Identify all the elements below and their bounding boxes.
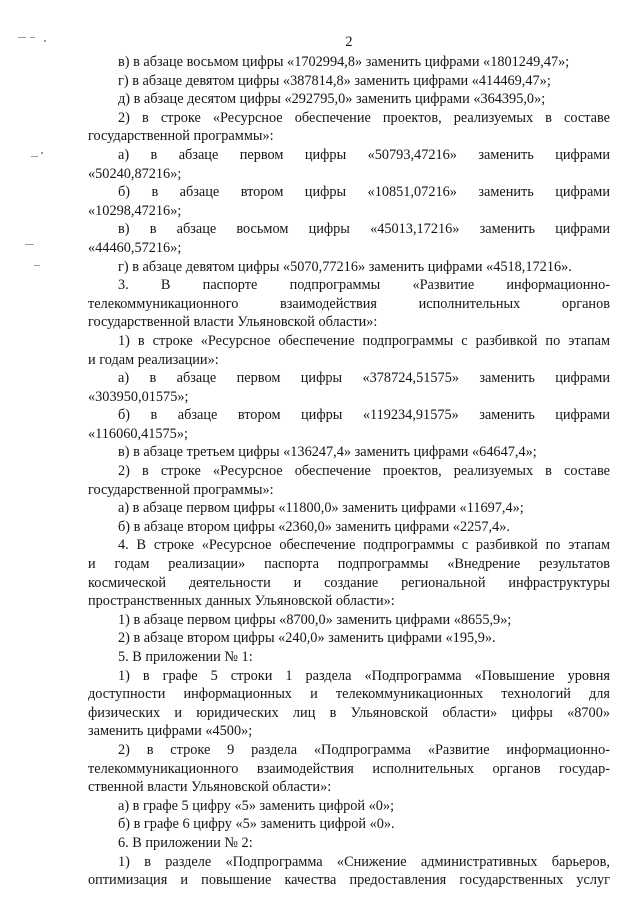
scan-artifact bbox=[18, 37, 26, 38]
text-line: 6. В приложении № 2: bbox=[118, 834, 253, 851]
text-line: физических и юридических лиц в Ульяновской области» цифры «8700» bbox=[88, 704, 610, 721]
scan-artifact bbox=[30, 37, 35, 38]
text-line: «303950,01575»; bbox=[88, 388, 189, 405]
text-line: 2) в абзаце втором цифры «240,0» заменить цифрами «195,9». bbox=[118, 630, 496, 647]
text-line: г) в абзаце девятом цифры «5070,77216» заменить цифрами «4518,17216». bbox=[118, 258, 572, 275]
text-line: телекоммуникационного взаимодействия исполнительных органов государ- bbox=[88, 760, 610, 777]
text-line: а) в абзаце первом цифры «50793,47216» заменить цифрами bbox=[118, 146, 610, 163]
scan-artifact bbox=[25, 244, 34, 245]
text-line: 1) в строке «Ресурсное обеспечение подпрограммы с разбивкой по этапам bbox=[118, 332, 610, 349]
scan-artifact bbox=[31, 156, 38, 157]
text-line: пространственных данных Ульяновской области»: bbox=[88, 593, 395, 610]
text-line: ственной власти Ульяновской области»: bbox=[88, 779, 332, 796]
text-line: 2) в строке «Ресурсное обеспечение проектов, реализуемых в составе bbox=[118, 109, 610, 126]
text-line: и годам реализации»: bbox=[88, 351, 219, 368]
text-line: телекоммуникационного взаимодействия исполнительных органов bbox=[88, 295, 610, 312]
text-line: б) в графе 6 цифру «5» заменить цифрой «0». bbox=[118, 816, 395, 833]
text-line: государственной программы»: bbox=[88, 128, 274, 145]
text-line: «10298,47216»; bbox=[88, 202, 182, 219]
text-line: 1) в разделе «Подпрограмма «Снижение административных барьеров, bbox=[118, 853, 610, 870]
text-line: государственной власти Ульяновской области»: bbox=[88, 314, 378, 331]
page-number: 2 bbox=[345, 34, 353, 50]
text-line: оптимизация и повышение качества предоставления государственных услуг bbox=[88, 872, 610, 889]
text-line: г) в абзаце девятом цифры «387814,8» заменить цифрами «414469,47»; bbox=[118, 72, 551, 89]
text-line: 4. В строке «Ресурсное обеспечение подпрограммы с разбивкой по этапам bbox=[118, 537, 610, 554]
text-line: б) в абзаце втором цифры «2360,0» заменить цифрами «2257,4». bbox=[118, 518, 510, 535]
text-line: б) в абзаце втором цифры «119234,91575» заменить цифрами bbox=[118, 407, 610, 424]
text-line: в) в абзаце восьмом цифры «1702994,8» заменить цифрами «1801249,47»; bbox=[118, 54, 570, 70]
scan-artifact bbox=[41, 152, 43, 154]
text-line: государственной программы»: bbox=[88, 481, 274, 498]
text-line: 2) в строке «Ресурсное обеспечение проектов, реализуемых в составе bbox=[118, 463, 610, 480]
text-line: 2) в строке 9 раздела «Подпрограмма «Развитие информационно- bbox=[118, 741, 610, 758]
text-line: в) в абзаце третьем цифры «136247,4» заменить цифрами «64647,4»; bbox=[118, 444, 537, 461]
text-line: 5. В приложении № 1: bbox=[118, 649, 253, 665]
text-line: 1) в графе 5 строки 1 раздела «Подпрограмма «Повышение уровня bbox=[118, 667, 610, 684]
text-line: 1) в абзаце первом цифры «8700,0» заменить цифрами «8655,9»; bbox=[118, 611, 512, 628]
text-line: заменить цифрами «4500»; bbox=[88, 723, 253, 740]
text-line: «50240,87216»; bbox=[88, 165, 182, 182]
text-line: 3. В паспорте подпрограммы «Развитие информационно- bbox=[118, 277, 610, 294]
text-line: «44460,57216»; bbox=[88, 239, 182, 256]
text-line: а) в графе 5 цифру «5» заменить цифрой «0»; bbox=[118, 797, 395, 814]
text-line: доступности информационных и телекоммуникационных технологий для bbox=[88, 686, 610, 703]
document-body bbox=[88, 53, 610, 890]
text-line: а) в абзаце первом цифры «11800,0» заменить цифрами «11697,4»; bbox=[118, 500, 524, 517]
text-line: космической деятельности и создание региональной инфраструктуры bbox=[88, 574, 610, 591]
text-line: а) в абзаце первом цифры «378724,51575» заменить цифрами bbox=[118, 370, 610, 387]
scan-artifact bbox=[44, 40, 46, 42]
text-line: д) в абзаце десятом цифры «292795,0» заменить цифрами «364395,0»; bbox=[118, 91, 546, 108]
text-line: в) в абзаце восьмом цифры «45013,17216» заменить цифрами bbox=[118, 221, 610, 238]
text-line: б) в абзаце втором цифры «10851,07216» заменить цифрами bbox=[118, 184, 610, 201]
text-line: «116060,41575»; bbox=[88, 425, 188, 442]
text-line: и годам реализации» паспорта подпрограммы «Внедрение результатов bbox=[88, 556, 610, 573]
scan-artifact bbox=[34, 265, 40, 266]
